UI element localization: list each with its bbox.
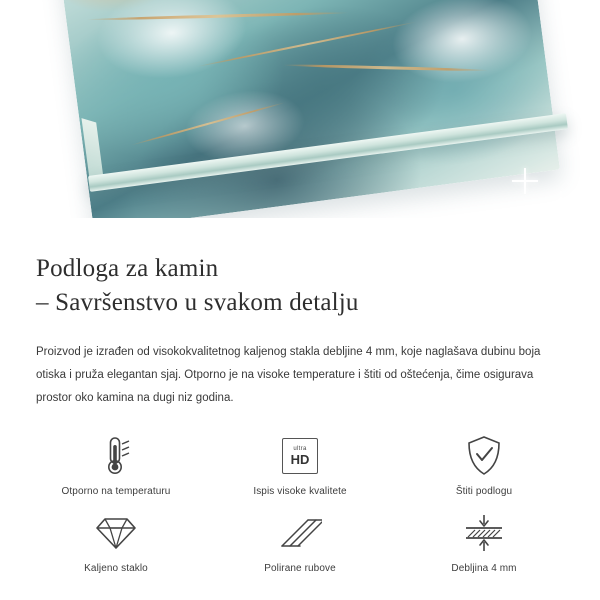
feature-polished-edges xyxy=(208,511,392,574)
product-description: Proizvod je izrađen od visokokvalitetnog kaljenog stakla debljine 4 mm, koje naglašava dubinu boja otiska i pruža elegantan sjaj. Otporno je na visoke temperature i štiti od oštećenja, čime osigurava prostor oko kamina na dugi niz godina. xyxy=(36,346,541,404)
feature-label: Otporno na temperaturu xyxy=(61,486,171,497)
feature-thickness xyxy=(392,511,576,574)
thickness-arrows-icon xyxy=(461,511,507,555)
feature-label: Polirane rubove xyxy=(264,563,336,574)
diamond-icon xyxy=(94,511,138,555)
feature-temperature-resistant xyxy=(24,434,208,497)
thermometer-icon xyxy=(96,434,136,478)
hero-image xyxy=(0,0,600,218)
badge-main-text: HD xyxy=(290,452,310,467)
feature-label: Ispis visoke kvalitete xyxy=(253,486,347,497)
sparkle-icon xyxy=(553,191,569,207)
feature-label: Štiti podlogu xyxy=(455,486,513,497)
polished-edges-icon xyxy=(278,511,322,555)
headline-line-1: Podloga za kamin xyxy=(36,255,219,282)
feature-high-quality-print xyxy=(208,434,392,497)
page-title xyxy=(36,252,564,319)
feature-tempered-glass xyxy=(24,511,208,574)
feature-grid xyxy=(0,434,600,574)
sparkle-icon xyxy=(512,168,538,194)
feature-protects-surface xyxy=(392,434,576,497)
feature-label: Kaljeno staklo xyxy=(84,563,148,574)
hero-image-inner xyxy=(0,0,600,218)
badge-top-text: ultra xyxy=(293,446,307,452)
shield-check-icon xyxy=(464,434,504,478)
feature-label: Debljina 4 mm xyxy=(451,563,517,574)
headline-line-2: – Savršenstvo u svakom detalju xyxy=(36,288,359,316)
ultra-hd-badge-icon xyxy=(282,434,318,478)
text-content xyxy=(0,218,600,410)
